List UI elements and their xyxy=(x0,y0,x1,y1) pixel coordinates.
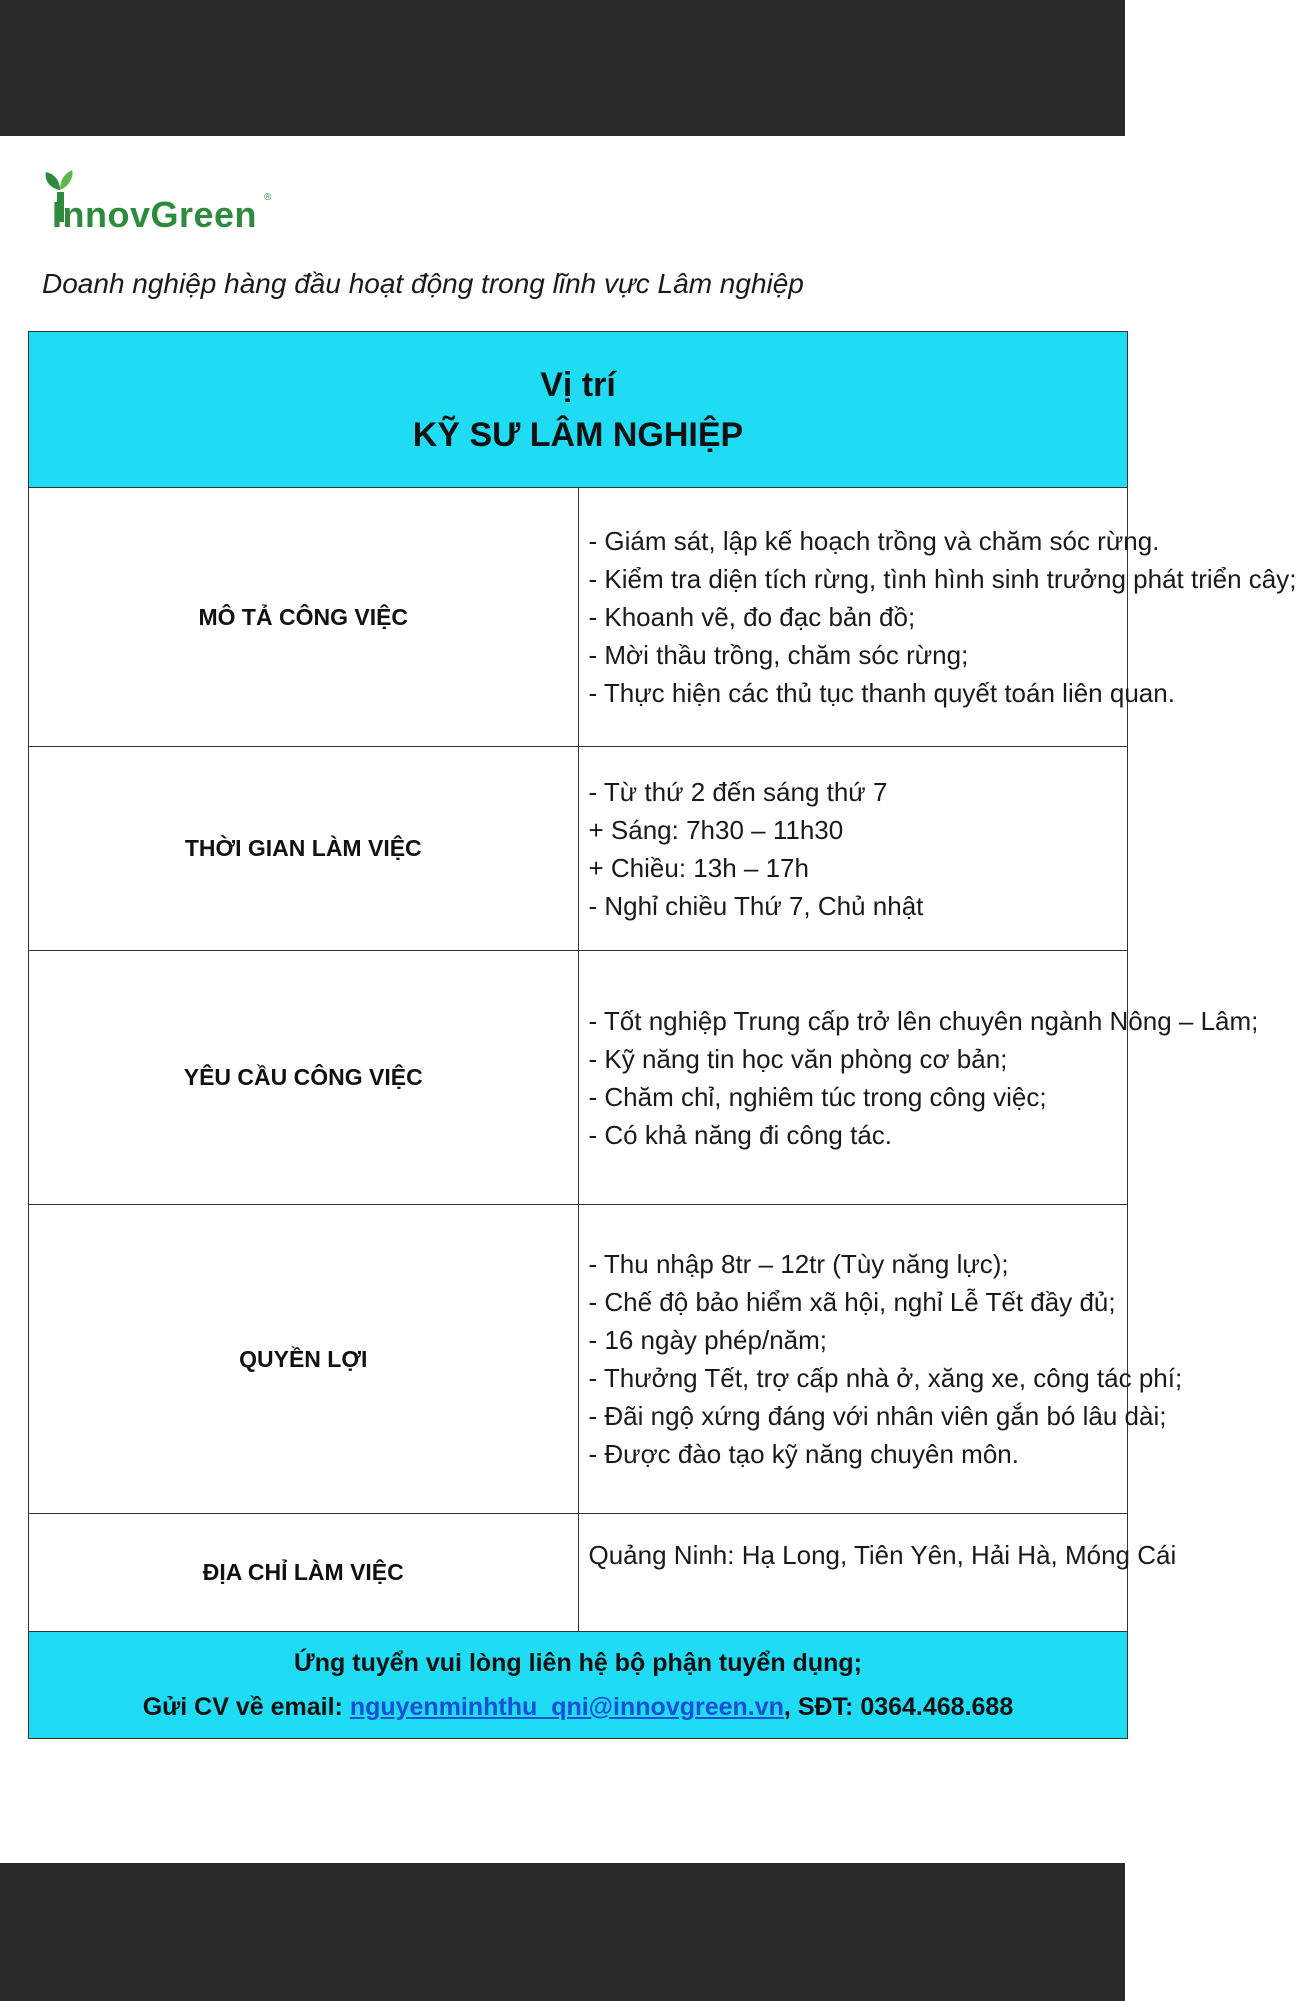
contact-footer xyxy=(29,1632,1128,1739)
email-prefix: Gửi CV về email: xyxy=(142,1693,350,1721)
row-content xyxy=(578,747,1128,951)
list-item: Quảng Ninh: Hạ Long, Tiên Yên, Hải Hà, Móng Cái xyxy=(588,1540,1177,1570)
row-label: QUYỀN LỢI xyxy=(29,1205,579,1514)
list-item: + Sáng: 7h30 – 11h30 xyxy=(588,814,844,845)
registered-mark: ® xyxy=(264,192,272,203)
contact-email-line xyxy=(29,1685,1127,1729)
position-title: KỸ SƯ LÂM NGHIỆP xyxy=(412,415,744,454)
row-content xyxy=(578,1205,1183,1514)
list-item: - Mời thầu trồng, chăm sóc rừng; xyxy=(588,640,969,670)
position-header xyxy=(29,332,1128,488)
job-posting-table xyxy=(28,331,1296,1739)
table-row xyxy=(29,951,1128,1205)
list-item: - Chế độ bảo hiểm xã hội, nghỉ Lễ Tết đầy đủ; xyxy=(588,1287,1116,1317)
list-item: - Thực hiện các thủ tục thanh quyết toán liên quan. xyxy=(588,678,1175,708)
list-item: - Đãi ngộ xứng đáng với nhân viên gắn bó lâu dài; xyxy=(588,1401,1167,1431)
list-item: - Kỹ năng tin học văn phòng cơ bản; xyxy=(588,1043,1008,1074)
table-row xyxy=(29,747,1128,951)
row-label: MÔ TẢ CÔNG VIỆC xyxy=(29,488,579,747)
list-item: + Chiều: 13h – 17h xyxy=(588,852,809,883)
row-label: THỜI GIAN LÀM VIỆC xyxy=(29,747,579,951)
innovgreen-logo xyxy=(40,168,300,238)
list-item: - Thưởng Tết, trợ cấp nhà ở, xăng xe, công tác phí; xyxy=(588,1363,1183,1393)
table-row xyxy=(29,1205,1128,1514)
list-item: - 16 ngày phép/năm; xyxy=(588,1325,827,1355)
list-item: - Chăm chỉ, nghiêm túc trong công việc; xyxy=(588,1081,1047,1112)
table-row xyxy=(29,1514,1128,1632)
list-item: - Thu nhập 8tr – 12tr (Tùy năng lực); xyxy=(588,1249,1009,1279)
top-dark-bar xyxy=(0,0,1125,136)
row-content xyxy=(578,951,1259,1205)
list-item: - Kiểm tra diện tích rừng, tình hình sinh trưởng phát triển cây; xyxy=(588,564,1296,594)
email-link[interactable]: nguyenminhthu_qni@innovgreen.vn xyxy=(349,1693,784,1721)
position-header-row xyxy=(29,332,1128,488)
list-item: - Từ thứ 2 đến sáng thứ 7 xyxy=(588,776,888,807)
list-item: - Tốt nghiệp Trung cấp trở lên chuyên ngành Nông – Lâm; xyxy=(588,1005,1259,1036)
phone-text: , SĐT: 0364.468.688 xyxy=(783,1693,1014,1721)
row-content xyxy=(578,1514,1177,1632)
contact-line: Ứng tuyển vui lòng liên hệ bộ phận tuyển dụng; xyxy=(294,1649,862,1677)
contact-footer-row xyxy=(29,1632,1128,1739)
list-item: - Khoanh vẽ, đo đạc bản đồ; xyxy=(588,602,916,632)
position-label: Vị trí xyxy=(540,365,616,404)
row-content xyxy=(578,488,1296,747)
table-row xyxy=(29,488,1128,747)
row-label: ĐỊA CHỈ LÀM VIỆC xyxy=(29,1514,579,1632)
row-label: YÊU CẦU CÔNG VIỆC xyxy=(29,951,579,1205)
list-item: - Được đào tạo kỹ năng chuyên môn. xyxy=(588,1439,1019,1469)
brand-name: InnovGreen xyxy=(52,194,258,235)
list-item: - Nghỉ chiều Thứ 7, Chủ nhật xyxy=(588,890,924,921)
list-item: - Có khả năng đi công tác. xyxy=(588,1119,893,1150)
bottom-dark-bar xyxy=(0,1863,1125,2001)
list-item: - Giám sát, lập kế hoạch trồng và chăm sóc rừng. xyxy=(588,526,1160,556)
company-tagline: Doanh nghiệp hàng đầu hoạt động trong lĩnh vực Lâm nghiệp xyxy=(42,268,804,299)
